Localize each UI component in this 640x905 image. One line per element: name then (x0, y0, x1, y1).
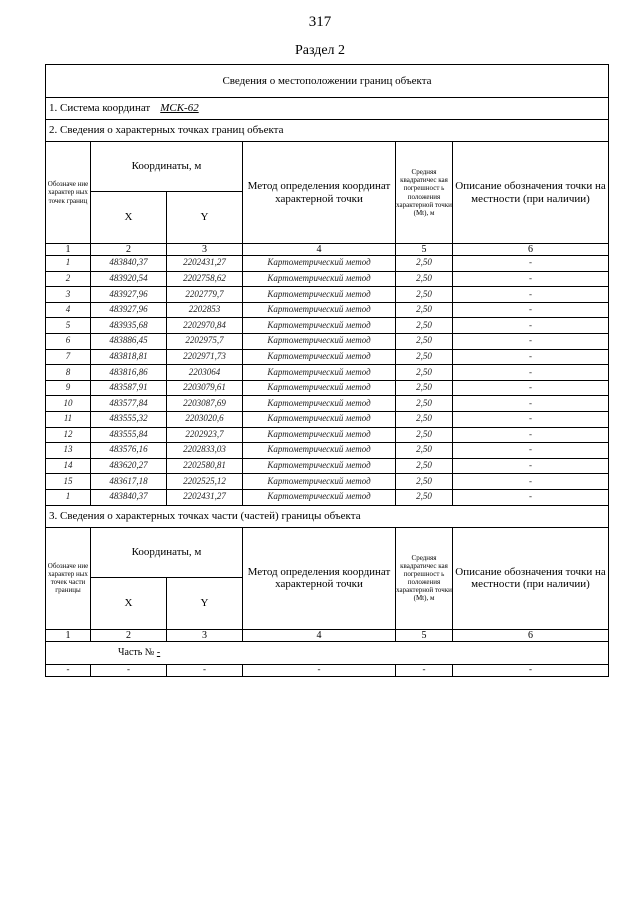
point-desc-cell: - (453, 427, 609, 443)
col-num: 6 (453, 244, 609, 256)
point-x-cell: 483927,96 (91, 302, 167, 318)
header-method-2: Метод определения координат характерной точки (243, 527, 396, 629)
point-y-cell: 2203020,6 (167, 411, 243, 427)
point-mt-cell: 2,50 (396, 287, 453, 303)
point-x-cell: 483617,18 (91, 474, 167, 490)
point-n-cell: 1 (46, 256, 91, 272)
part-row (46, 641, 609, 664)
point-method-cell: Картометрический метод (243, 458, 396, 474)
point-method-cell: Картометрический метод (243, 474, 396, 490)
part-label: Часть № (118, 647, 155, 658)
point-n-cell: 14 (46, 458, 91, 474)
point-mt-cell: 2,50 (396, 333, 453, 349)
point-y-cell: 2203087,69 (167, 396, 243, 412)
point-method-cell: Картометрический метод (243, 318, 396, 334)
point-n-cell: 1 (46, 489, 91, 505)
point-mt-cell: 2,50 (396, 474, 453, 490)
point-desc-cell: - (453, 458, 609, 474)
point-desc-cell: - (453, 271, 609, 287)
point-x-cell: 483840,37 (91, 489, 167, 505)
point-n-cell: 8 (46, 365, 91, 381)
col-num: 5 (396, 244, 453, 256)
parts-heading: 3. Сведения о характерных точках части (частей) границы объекта (46, 505, 609, 527)
col-num: 1 (46, 629, 91, 641)
point-mt-cell: 2,50 (396, 396, 453, 412)
header-coords-2: Координаты, м (91, 527, 243, 577)
col-num: 1 (46, 244, 91, 256)
point-mt-cell: 2,50 (396, 349, 453, 365)
point-row (46, 427, 609, 443)
point-n-cell: 13 (46, 443, 91, 459)
point-y-cell: 2203079,61 (167, 380, 243, 396)
point-y-cell: 2203064 (167, 365, 243, 381)
point-n-cell: 7 (46, 349, 91, 365)
point-row (46, 256, 609, 272)
point-row (46, 489, 609, 505)
part-cell (46, 641, 609, 664)
point-method-cell: Картометрический метод (243, 256, 396, 272)
point-mt-cell: 2,50 (396, 256, 453, 272)
point-n-cell: 2 (46, 271, 91, 287)
col-num: 5 (396, 629, 453, 641)
point-desc-cell: - (453, 318, 609, 334)
point-row (46, 349, 609, 365)
point-desc-cell: - (453, 333, 609, 349)
point-x-cell: 483935,68 (91, 318, 167, 334)
empty-cell: - (91, 664, 167, 676)
point-method-cell: Картометрический метод (243, 443, 396, 459)
point-desc-cell: - (453, 287, 609, 303)
point-y-cell: 2202833,03 (167, 443, 243, 459)
point-row (46, 396, 609, 412)
point-y-cell: 2202971,73 (167, 349, 243, 365)
point-x-cell: 483818,81 (91, 349, 167, 365)
col-num: 6 (453, 629, 609, 641)
point-mt-cell: 2,50 (396, 489, 453, 505)
point-desc-cell: - (453, 489, 609, 505)
point-n-cell: 9 (46, 380, 91, 396)
point-x-cell: 483587,91 (91, 380, 167, 396)
point-method-cell: Картометрический метод (243, 333, 396, 349)
point-n-cell: 11 (46, 411, 91, 427)
point-x-cell: 483555,32 (91, 411, 167, 427)
point-desc-cell: - (453, 349, 609, 365)
header-point-id: Обозначе ние характер ных точек границ (46, 142, 91, 244)
point-method-cell: Картометрический метод (243, 271, 396, 287)
coord-system-value: МСК-62 (160, 102, 199, 115)
point-row (46, 302, 609, 318)
point-row (46, 365, 609, 381)
point-mt-cell: 2,50 (396, 458, 453, 474)
header-desc: Описание обозначения точки на местности (при наличии) (453, 142, 609, 244)
point-x-cell: 483577,84 (91, 396, 167, 412)
table-title: Сведения о местоположении границ объекта (46, 65, 609, 98)
point-n-cell: 6 (46, 333, 91, 349)
point-desc-cell: - (453, 474, 609, 490)
point-y-cell: 2202580,81 (167, 458, 243, 474)
col-num: 2 (91, 629, 167, 641)
point-row (46, 380, 609, 396)
coord-system-label: 1. Система координат (49, 102, 151, 115)
point-n-cell: 10 (46, 396, 91, 412)
col-num: 3 (167, 629, 243, 641)
point-x-cell: 483816,86 (91, 365, 167, 381)
point-desc-cell: - (453, 302, 609, 318)
point-x-cell: 483576,16 (91, 443, 167, 459)
point-desc-cell: - (453, 380, 609, 396)
col-num: 3 (167, 244, 243, 256)
point-mt-cell: 2,50 (396, 318, 453, 334)
header-coords: Координаты, м (91, 142, 243, 192)
point-n-cell: 5 (46, 318, 91, 334)
point-x-cell: 483840,37 (91, 256, 167, 272)
point-mt-cell: 2,50 (396, 427, 453, 443)
point-row (46, 333, 609, 349)
header-y-2: Y (167, 577, 243, 629)
point-x-cell: 483886,45 (91, 333, 167, 349)
point-desc-cell: - (453, 396, 609, 412)
part-value: - (156, 647, 161, 658)
coord-system-row (46, 98, 609, 120)
point-desc-cell: - (453, 365, 609, 381)
point-method-cell: Картометрический метод (243, 380, 396, 396)
col-num: 4 (243, 629, 396, 641)
empty-cell: - (396, 664, 453, 676)
header-desc-2: Описание обозначения точки на местности (при наличии) (453, 527, 609, 629)
point-desc-cell: - (453, 411, 609, 427)
point-method-cell: Картометрический метод (243, 427, 396, 443)
point-y-cell: 2202853 (167, 302, 243, 318)
section-title: Раздел 2 (294, 43, 346, 58)
col-num: 4 (243, 244, 396, 256)
point-method-cell: Картометрический метод (243, 302, 396, 318)
header-mt-2: Средняя квадратичес кая погрешност ь положения характерной точки (Mt), м (396, 527, 453, 629)
point-mt-cell: 2,50 (396, 380, 453, 396)
column-numbers-row-2 (46, 629, 609, 641)
point-n-cell: 12 (46, 427, 91, 443)
header-method: Метод определения координат характерной точки (243, 142, 396, 244)
point-n-cell: 15 (46, 474, 91, 490)
point-method-cell: Картометрический метод (243, 411, 396, 427)
col-num: 2 (91, 244, 167, 256)
boundary-table (45, 64, 609, 677)
point-method-cell: Картометрический метод (243, 349, 396, 365)
empty-cell: - (243, 664, 396, 676)
header-mt: Средняя квадратичес кая погрешност ь положения характерной точки (Mt), м (396, 142, 453, 244)
empty-cell: - (46, 664, 91, 676)
point-mt-cell: 2,50 (396, 302, 453, 318)
point-row (46, 287, 609, 303)
empty-cell: - (453, 664, 609, 676)
point-row (46, 318, 609, 334)
point-row (46, 474, 609, 490)
point-y-cell: 2202923,7 (167, 427, 243, 443)
point-desc-cell: - (453, 256, 609, 272)
point-row (46, 458, 609, 474)
point-method-cell: Картометрический метод (243, 365, 396, 381)
column-numbers-row (46, 244, 609, 256)
point-x-cell: 483927,96 (91, 287, 167, 303)
point-n-cell: 3 (46, 287, 91, 303)
point-method-cell: Картометрический метод (243, 287, 396, 303)
point-row (46, 271, 609, 287)
point-mt-cell: 2,50 (396, 365, 453, 381)
point-desc-cell: - (453, 443, 609, 459)
point-x-cell: 483555,84 (91, 427, 167, 443)
point-n-cell: 4 (46, 302, 91, 318)
point-mt-cell: 2,50 (396, 411, 453, 427)
point-row (46, 443, 609, 459)
point-x-cell: 483920,54 (91, 271, 167, 287)
point-y-cell: 2202970,84 (167, 318, 243, 334)
page-number: 317 (308, 14, 332, 30)
point-method-cell: Картометрический метод (243, 489, 396, 505)
empty-cell: - (167, 664, 243, 676)
point-method-cell: Картометрический метод (243, 396, 396, 412)
header-x: X (91, 192, 167, 244)
header-part-point-id: Обозначе ние характер ных точек части границы (46, 527, 91, 629)
point-row (46, 411, 609, 427)
header-y: Y (167, 192, 243, 244)
point-y-cell: 2202525,12 (167, 474, 243, 490)
point-y-cell: 2202758,62 (167, 271, 243, 287)
points-heading: 2. Сведения о характерных точках границ объекта (46, 120, 609, 142)
point-x-cell: 483620,27 (91, 458, 167, 474)
point-mt-cell: 2,50 (396, 443, 453, 459)
empty-row (46, 664, 609, 676)
point-y-cell: 2202779,7 (167, 287, 243, 303)
point-mt-cell: 2,50 (396, 271, 453, 287)
point-y-cell: 2202975,7 (167, 333, 243, 349)
header-x-2: X (91, 577, 167, 629)
point-y-cell: 2202431,27 (167, 489, 243, 505)
point-y-cell: 2202431,27 (167, 256, 243, 272)
